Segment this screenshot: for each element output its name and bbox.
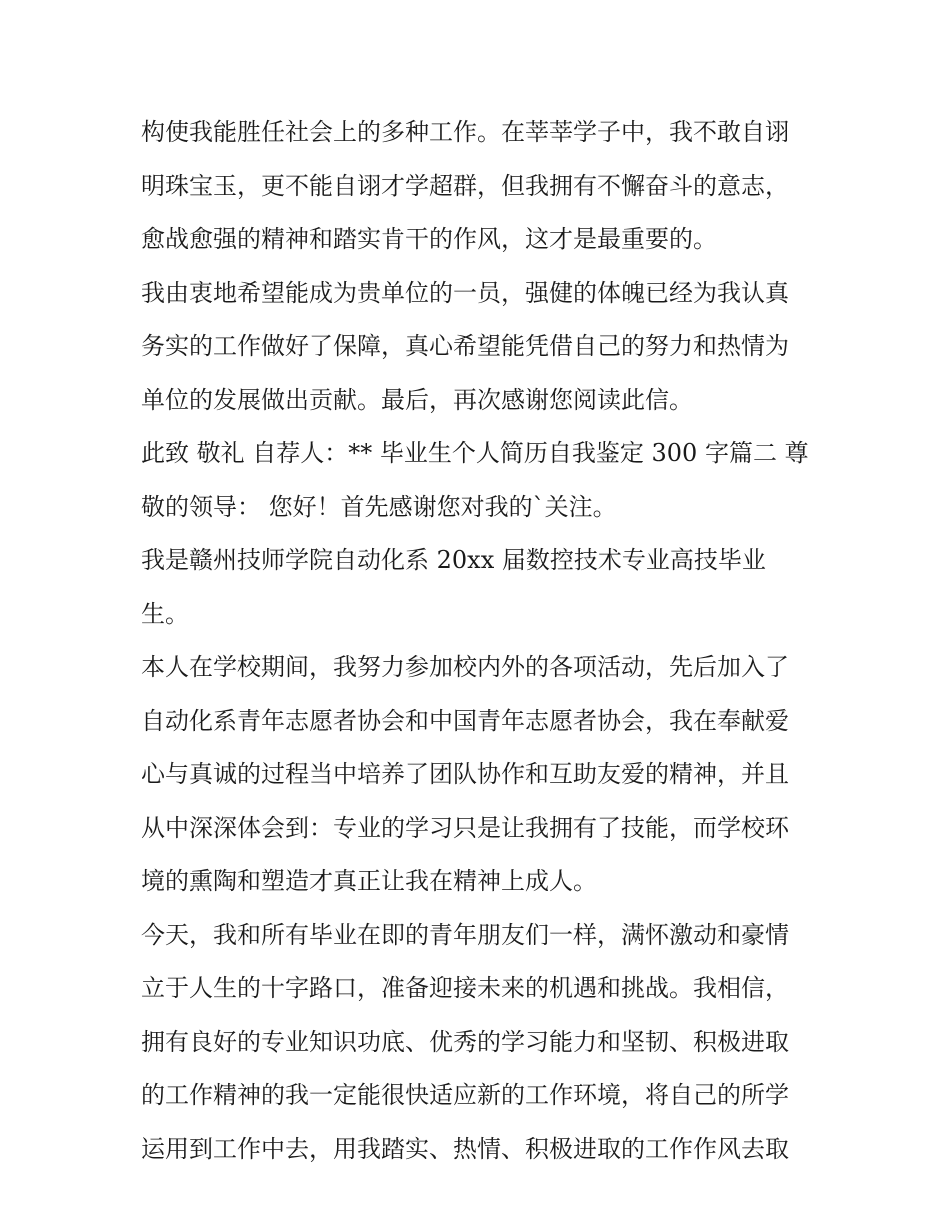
- text-line: 我由衷地希望能成为贵单位的一员，强健的体魄已经为我认真: [141, 278, 789, 307]
- text-line: 的工作精神的我一定能很快适应新的工作环境，将自己的所学: [141, 1081, 789, 1109]
- text-line: 运用到工作中去，用我踏实、热情、积极进取的工作作风去取: [141, 1134, 789, 1163]
- text-line: 从中深深体会到：专业的学习只是让我拥有了技能，而学校环: [141, 813, 789, 842]
- text-line: 愈战愈强的精神和踏实肯干的作风，这才是最重要的。: [141, 225, 717, 253]
- text-line: 今天，我和所有毕业在即的青年朋友们一样，满怀激动和豪情: [141, 920, 789, 949]
- text-line: 构使我能胜任社会上的多种工作。在莘莘学子中，我不敢自诩: [141, 118, 789, 146]
- text-line: 此致 敬礼 自荐人：** 毕业生个人简历自我鉴定 300 字篇二 尊: [141, 439, 809, 467]
- document-body: [141, 106, 821, 1176]
- text-line: 我是赣州技师学院自动化系 20xx 届数控技术专业高技毕业: [141, 546, 766, 574]
- text-line: 境的熏陶和塑造才真正让我在精神上成人。: [141, 867, 597, 895]
- text-line: 单位的发展做出贡献。最后，再次感谢您阅读此信。: [141, 385, 693, 414]
- text-line: 拥有良好的专业知识功底、优秀的学习能力和坚韧、积极进取: [141, 1027, 789, 1056]
- text-line: 生。: [141, 599, 189, 628]
- text-line: 本人在学校期间，我努力参加校内外的各项活动，先后加入了: [141, 653, 789, 681]
- text-line: 务实的工作做好了保障，真心希望能凭借自己的努力和热情为: [141, 332, 789, 360]
- text-line: 敬的领导： 您好！首先感谢您对我的`关注。: [141, 492, 617, 521]
- text-line: 立于人生的十字路口，准备迎接未来的机遇和挑战。我相信，: [141, 974, 789, 1002]
- text-line: 明珠宝玉，更不能自诩才学超群，但我拥有不懈奋斗的意志，: [141, 171, 789, 200]
- text-line: 自动化系青年志愿者协会和中国青年志愿者协会，我在奉献爱: [141, 706, 789, 735]
- text-line: 心与真诚的过程当中培养了团队协作和互助友爱的精神，并且: [141, 760, 789, 788]
